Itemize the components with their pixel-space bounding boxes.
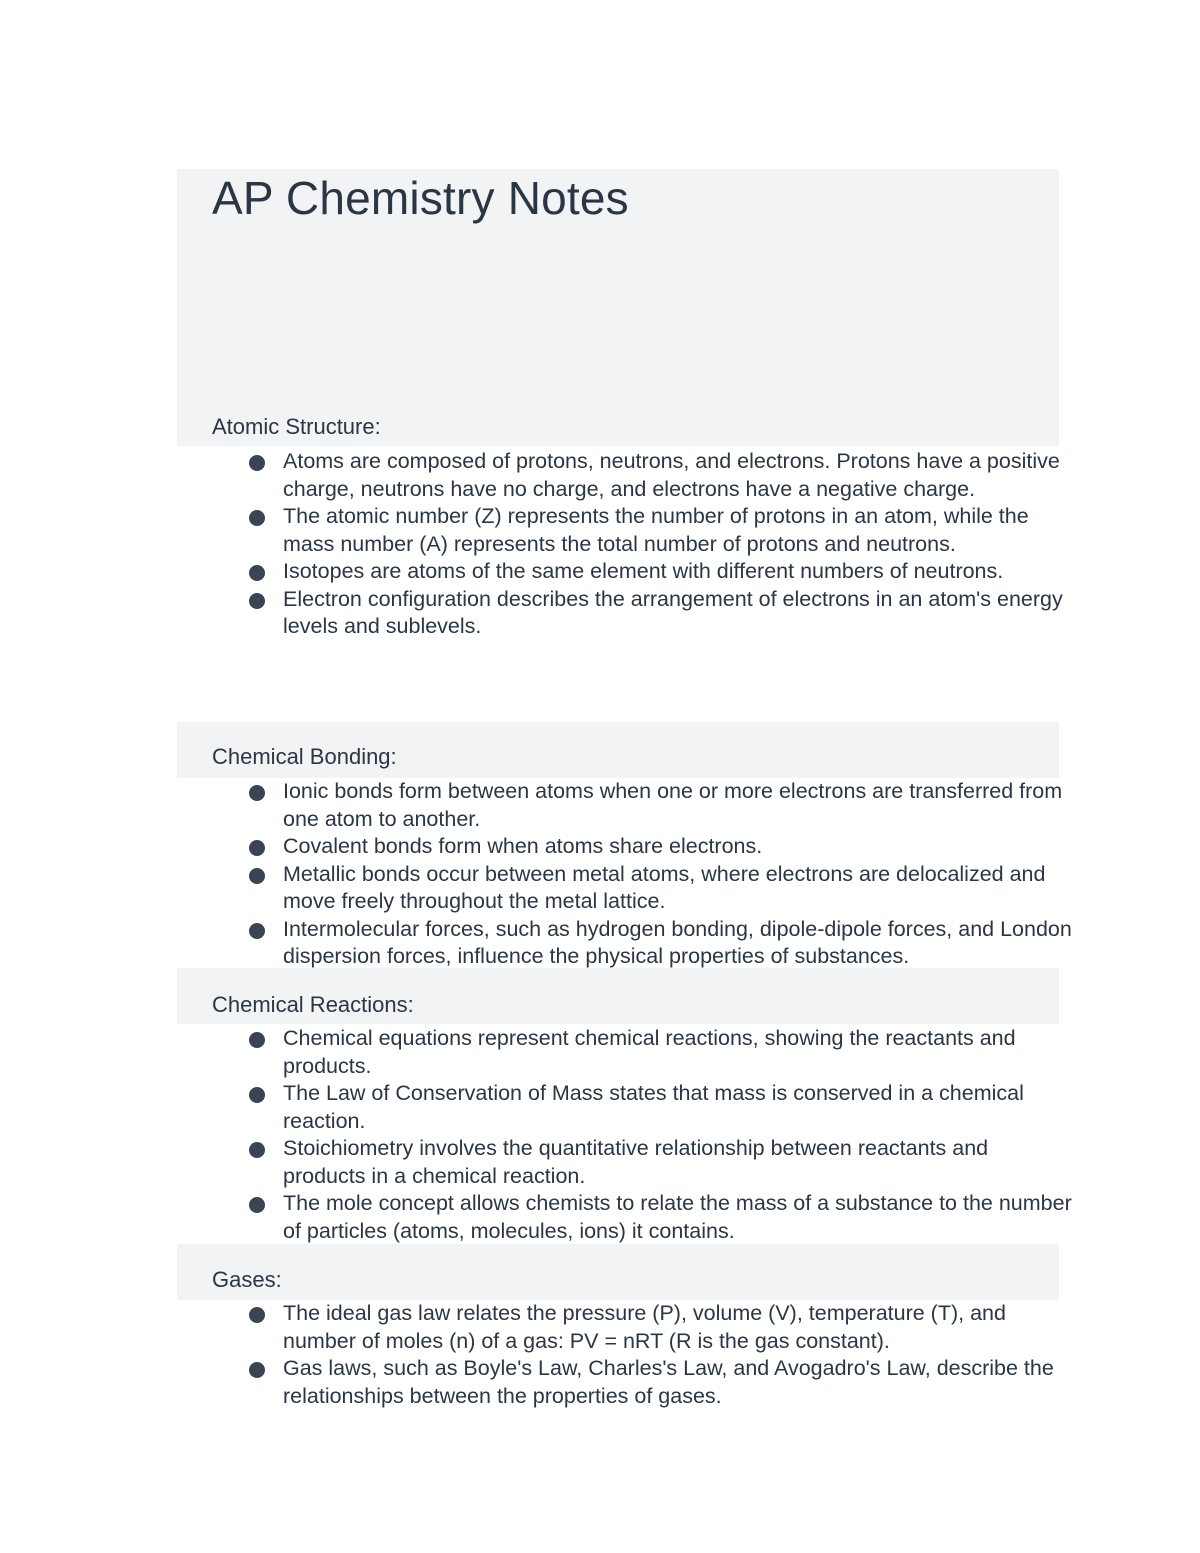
section-heading-chemical-bonding: Chemical Bonding:: [212, 744, 397, 769]
section-background-band: [177, 1244, 1059, 1300]
bullet-icon: [249, 593, 265, 609]
list-item-text: Stoichiometry involves the quantitative relationship between reactants and products in a chemical reaction.: [283, 1136, 989, 1188]
list-item: [244, 448, 1074, 503]
list-item: [244, 558, 1074, 586]
list-item-text: The atomic number (Z) represents the number of protons in an atom, while the mass number (A) represents the total number of protons and neutrons.: [283, 504, 1029, 556]
bullet-icon: [249, 510, 265, 526]
list-item: [244, 503, 1074, 558]
section-heading-chemical-reactions: Chemical Reactions:: [212, 992, 414, 1017]
document-title: AP Chemistry Notes: [212, 172, 629, 224]
atomic-structure-list: [244, 448, 1074, 641]
list-item-text: Covalent bonds form when atoms share electrons.: [283, 834, 763, 858]
list-item: [244, 1080, 1074, 1135]
gases-list: [244, 1300, 1074, 1410]
list-item: [244, 1300, 1074, 1355]
bullet-icon: [249, 840, 265, 856]
list-item: [244, 586, 1074, 641]
bullet-icon: [249, 785, 265, 801]
bullet-icon: [249, 1142, 265, 1158]
section-heading-atomic-structure: Atomic Structure:: [212, 414, 381, 439]
list-item-text: Intermolecular forces, such as hydrogen bonding, dipole-dipole forces, and London dispersion forces, influence the physical properties of substances.: [283, 916, 1072, 968]
bullet-icon: [249, 1032, 265, 1048]
list-item-text: Gas laws, such as Boyle's Law, Charles's Law, and Avogadro's Law, describe the relationships between the properties of gases.: [283, 1356, 1054, 1408]
list-item-text: The ideal gas law relates the pressure (P), volume (V), temperature (T), and number of moles (n) of a gas: PV = nRT (R is the gas constant).: [283, 1301, 1006, 1353]
list-item-text: The mole concept allows chemists to relate the mass of a substance to the number of particles (atoms, molecules, ions) it contains.: [283, 1191, 1072, 1243]
list-item: [244, 1025, 1074, 1080]
bullet-icon: [249, 565, 265, 581]
chemical-bonding-list: [244, 778, 1074, 971]
list-item-text: The Law of Conservation of Mass states that mass is conserved in a chemical reaction.: [283, 1081, 1024, 1133]
list-item: [244, 833, 1074, 861]
list-item: [244, 916, 1074, 971]
chemical-reactions-list: [244, 1025, 1074, 1245]
section-heading-gases: Gases:: [212, 1267, 282, 1292]
bullet-icon: [249, 1307, 265, 1323]
list-item: [244, 778, 1074, 833]
list-item: [244, 1135, 1074, 1190]
bullet-icon: [249, 1087, 265, 1103]
list-item-text: Metallic bonds occur between metal atoms, where electrons are delocalized and move freely throughout the metal lattice.: [283, 861, 1046, 913]
bullet-icon: [249, 1197, 265, 1213]
bullet-icon: [249, 923, 265, 939]
list-item-text: Ionic bonds form between atoms when one or more electrons are transferred from one atom to another.: [283, 779, 1063, 831]
list-item-text: Chemical equations represent chemical reactions, showing the reactants and products.: [283, 1026, 1016, 1078]
bullet-icon: [249, 1362, 265, 1378]
list-item-text: Isotopes are atoms of the same element with different numbers of neutrons.: [283, 559, 1004, 583]
bullet-icon: [249, 868, 265, 884]
list-item: [244, 861, 1074, 916]
bullet-icon: [249, 455, 265, 471]
list-item: [244, 1355, 1074, 1410]
list-item-text: Electron configuration describes the arrangement of electrons in an atom's energy levels and sublevels.: [283, 586, 1063, 638]
list-item-text: Atoms are composed of protons, neutrons, and electrons. Protons have a positive charge, neutrons have no charge, and electrons have a negative charge.: [283, 449, 1060, 501]
list-item: [244, 1190, 1074, 1245]
